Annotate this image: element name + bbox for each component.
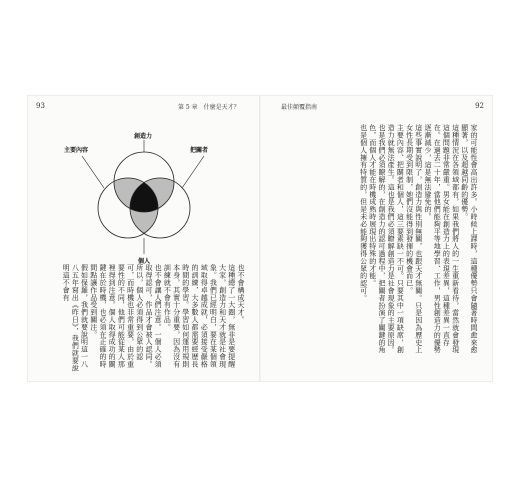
left-running-head: 第 5 章 什麼是天才？ — [178, 104, 240, 111]
right-page — [261, 96, 492, 381]
right-paragraph-5: 也是我們必須瞭解的，在創造力的認可過程中，把關者扮演了關鍵的角色，而個人才能在時機成熟時展現出特殊的才能。 — [368, 124, 386, 354]
left-page — [28, 96, 259, 381]
right-paragraph-4: 主要內容、把關者和個人，這三要素缺一不可。只要其中一項缺席，創造力就無法產生。這也是我們必須瞭解創造力是社會現象的主要原因。 — [387, 124, 405, 354]
venn-diagram — [64, 130, 224, 270]
left-page-number: 93 — [36, 102, 45, 110]
left-paragraph-2: 也不會讓人們注意。一個人必須取得認可，作品才會被人認同。所以，個人必須得到公眾的認可，而時機也非常重要，由於重要性的不同，他們可能從某人那裡得到注意。個人取得成功的關鍵在於時機，也必須在正確的時間點讓作品受到關注。 — [89, 264, 163, 368]
right-page-body — [278, 124, 478, 354]
label-gatekeepers: 把關者 — [190, 147, 209, 154]
left-lead-text: 也不會構成天才。 — [237, 264, 245, 324]
right-paragraph-3: 這些事實說明了，創造力與性別無關，也跟天才無關。只是因為歷史上女性長期受到限制，她們沒能得到發揮的機會而已。 — [405, 124, 423, 354]
label-individual: 個人 — [138, 258, 151, 265]
left-paragraph-1: 這種總了一大圈，無非是要提醒大家，創造力和天才就是社會現象。我們已經明白，要在某個領域取得卓越成就，必須接受嚴格的訓練，大多數人都需要經歷長時間的學習。學習如何運用規則本身，其實十分重要，因為沒有訓練就不會有作品。 — [163, 264, 236, 368]
left-paragraph-3: 假如保羅，我們就要說明這一八八五年寫出《昨日》，我們就要說明這不會有 — [62, 264, 89, 372]
left-page-body — [55, 264, 245, 374]
book-spread — [28, 96, 492, 381]
right-paragraph-2: 這種情況在各領域都有，如果我們將人的一生重新看待，當然就會發現這個問題非常嚴重。男女能在創造力上的表現差異，這種差異一直存在。在過去二十年，當他們能夠平等地學習、工作，男性創造力的優勢逐漸減少，這是無法避免的。 — [423, 124, 460, 354]
right-running-head: 最佳顛覆指南 — [281, 104, 318, 111]
right-page-number: 92 — [475, 102, 484, 110]
right-paragraph-6: 也是個人擁有特質的，但是未必能夠獲得公眾的認可。 — [359, 124, 368, 302]
right-paragraph-1: 家的可能性會高出許多。小時候上課時，這種優勢只會隨著時間愈來愈顯著，以及超越同齡的優勢。 — [460, 124, 478, 354]
label-domain: 主要內容 — [64, 147, 89, 154]
label-creativity: 創造力 — [134, 133, 153, 140]
